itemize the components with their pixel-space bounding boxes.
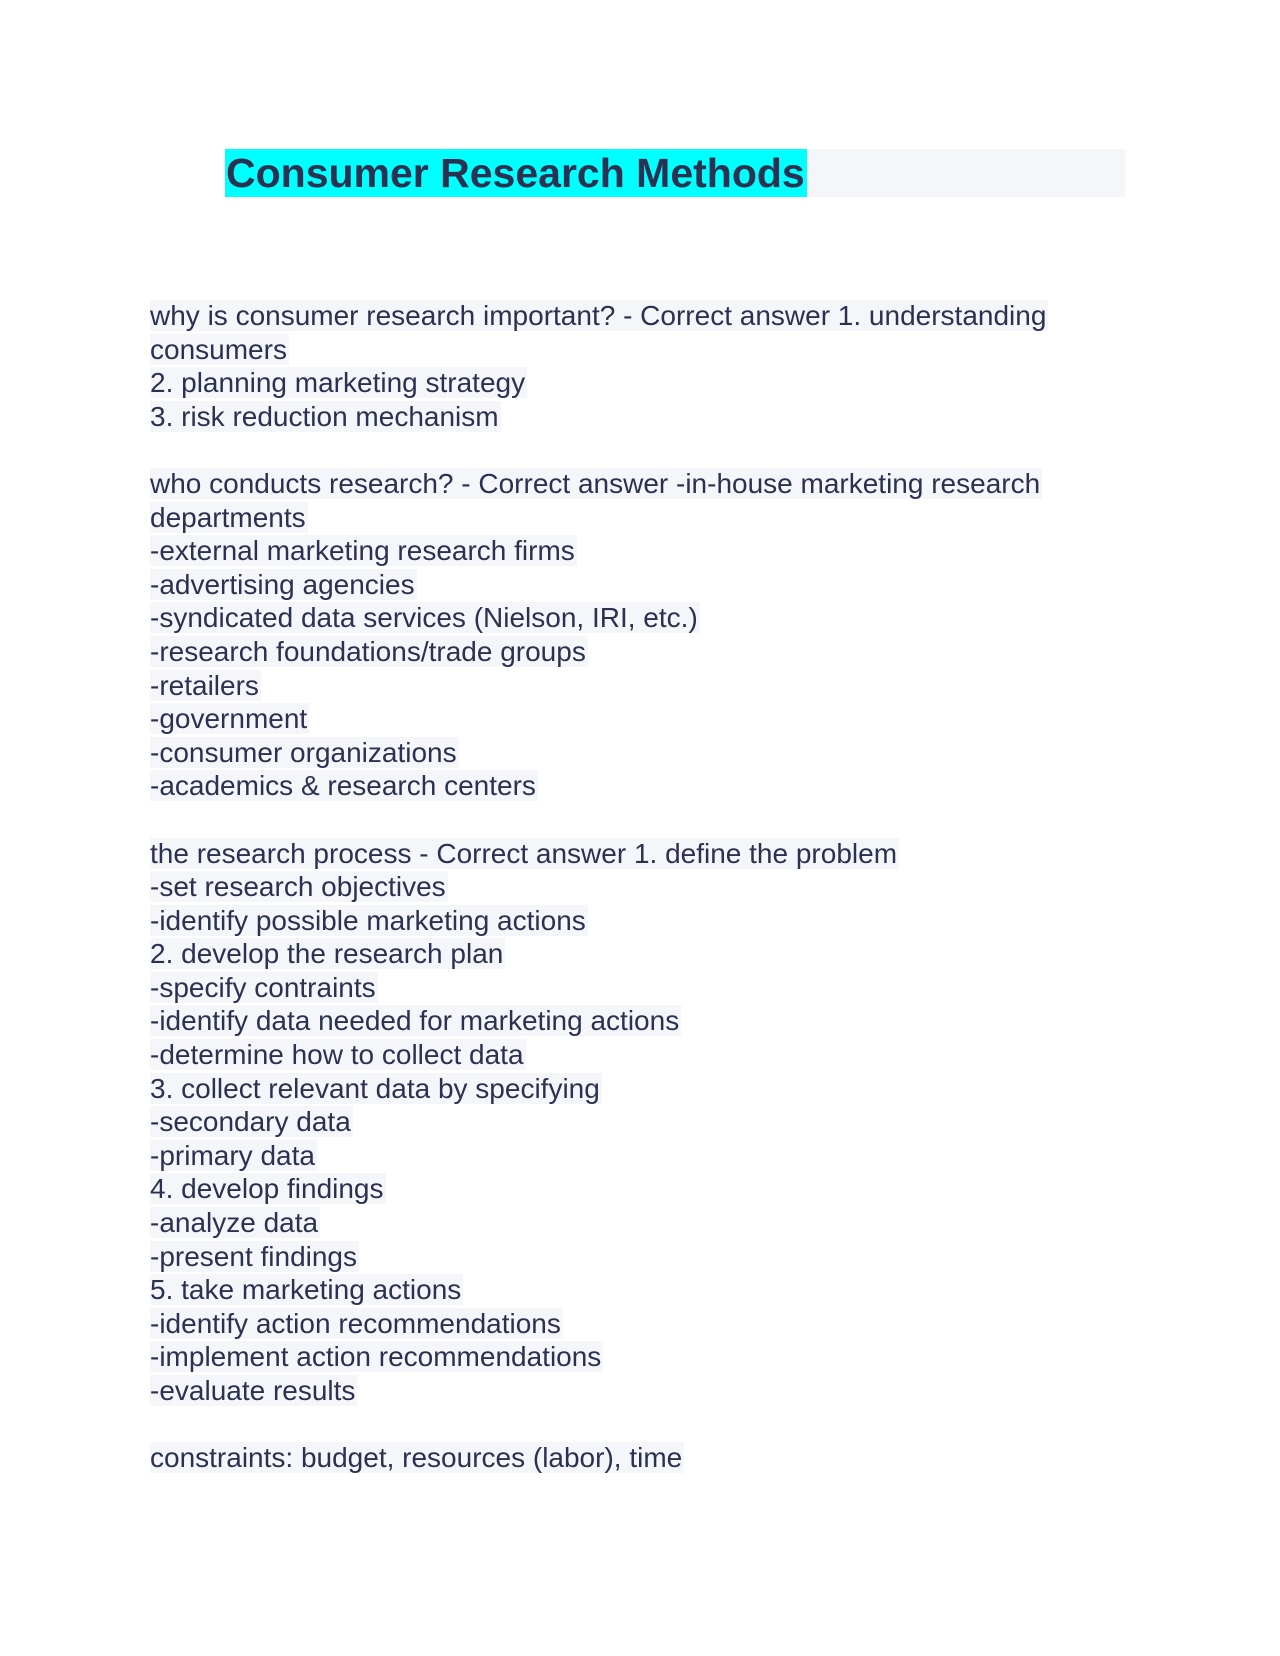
- text-line: -implement action recommendations: [150, 1341, 602, 1373]
- text-line: -government: [150, 703, 308, 735]
- text-line: -evaluate results: [150, 1375, 356, 1406]
- qa-block-constraints: [150, 1441, 1150, 1475]
- text-line: -consumer organizations: [150, 736, 457, 768]
- text-line: -external marketing research firms: [150, 535, 575, 567]
- qa-block-research-process: [150, 837, 1150, 1408]
- text-line: 3. risk reduction mechanism: [150, 400, 499, 432]
- text-line: consumers: [150, 333, 287, 365]
- text-line: departments: [150, 501, 306, 533]
- text-line: why is consumer research important? - Correct answer 1. understanding: [150, 300, 1047, 331]
- text-line: 4. develop findings: [150, 1173, 384, 1205]
- paragraph-gap: [150, 1408, 1150, 1442]
- text-line: -research foundations/trade groups: [150, 635, 586, 667]
- text-line: 2. develop the research plan: [150, 938, 504, 970]
- text-line: constraints: budget, resources (labor), time: [150, 1442, 683, 1474]
- text-line: 3. collect relevant data by specifying: [150, 1072, 600, 1104]
- document-body: [150, 299, 1150, 1475]
- text-line: -advertising agencies: [150, 568, 415, 600]
- text-line: -specify contraints: [150, 971, 376, 1003]
- text-line: -identify action recommendations: [150, 1307, 561, 1339]
- text-line: 2. planning marketing strategy: [150, 367, 526, 399]
- text-line: -academics & research centers: [150, 770, 536, 802]
- text-line: 5. take marketing actions: [150, 1274, 462, 1306]
- text-line: -primary data: [150, 1139, 315, 1171]
- page-title: Consumer Research Methods: [226, 150, 805, 196]
- text-line: -set research objectives: [150, 871, 446, 903]
- text-line: -identify data needed for marketing actions: [150, 1005, 680, 1037]
- text-line: -determine how to collect data: [150, 1039, 524, 1071]
- text-line: -secondary data: [150, 1106, 351, 1138]
- text-line: the research process - Correct answer 1. define the problem: [150, 837, 898, 869]
- text-line: -retailers: [150, 669, 259, 701]
- qa-block-who-conducts: [150, 467, 1150, 803]
- text-line: -identify possible marketing actions: [150, 904, 586, 936]
- text-line: who conducts research? - Correct answer -in-house marketing research: [150, 467, 1041, 499]
- paragraph-gap: [150, 433, 1150, 467]
- text-line: -syndicated data services (Nielson, IRI, etc.): [150, 602, 698, 634]
- text-line: -present findings: [150, 1240, 358, 1272]
- text-line: -analyze data: [150, 1207, 319, 1239]
- paragraph-gap: [150, 803, 1150, 837]
- qa-block-importance: [150, 299, 1150, 433]
